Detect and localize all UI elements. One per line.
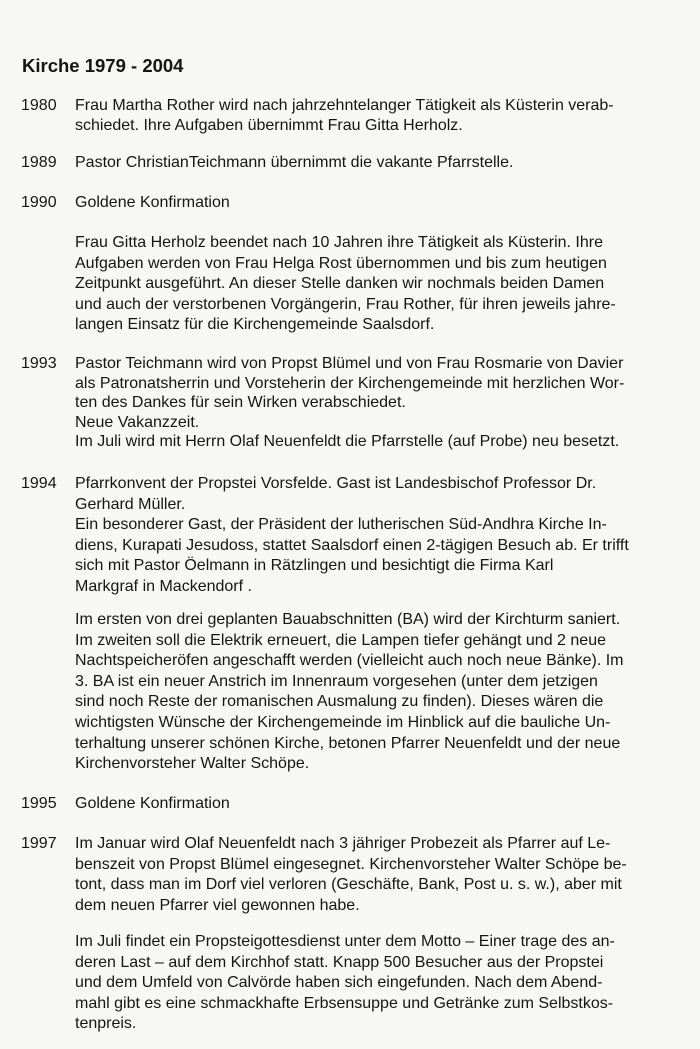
page-title: Kirche 1979 - 2004 [22,55,184,76]
text-line: als Patronatsherrin und Vorsteherin der Kirchengemeinde mit herzlichen Wor- [75,374,625,392]
entry-paragraph [75,354,695,452]
text-line: Zeitpunkt ausgeführt. An dieser Stelle danken wir nochmals beiden Damen [75,275,605,292]
text-line: langen Einsatz für die Kirchengemeinde Saalsdorf. [75,316,435,333]
text-line: Im zweiten soll die Elektrik erneuert, die Lampen tiefer gehängt und 2 neue [75,631,606,649]
text-line: wichtigsten Wünsche der Kirchengemeinde im Hinblick auf die bauliche Un- [75,713,611,731]
text-line: schiedet. Ihre Aufgaben übernimmt Frau Gitta Herholz. [75,117,463,134]
text-line: diens, Kurapati Jesudoss, stattet Saalsdorf einen 2-tägigen Besuch ab. Er trifft [75,536,629,554]
entry-paragraph [75,153,695,173]
entry-year: 1994 [21,475,57,492]
text-line: mahl gibt es eine schmackhafte Erbsensuppe und Getränke zum Selbstkos- [75,994,614,1012]
entry-paragraph [75,610,695,775]
text-line: benszeit von Propst Blümel eingesegnet. Kirchenvorsteher Walter Schöpe be- [75,855,627,873]
text-line: Nachtspeicheröfen angeschafft werden (vielleicht auch noch neue Bänke). Im [75,652,624,670]
text-line: deren Last – auf dem Kirchhof statt. Knapp 500 Besucher aus der Propstei [75,953,604,971]
text-line: und dem Umfeld von Calvörde haben sich eingefunden. Nach dem Abend- [75,974,603,991]
text-line: und auch der verstorbenen Vorgängerin, Frau Rother, für ihren jeweils jahre- [75,295,616,313]
entry-paragraph [75,932,695,1035]
text-line: Goldene Konfirmation [75,194,230,211]
entry-year: 1997 [21,835,57,852]
text-line: 3. BA ist ein neuer Anstrich im Innenraum vorgesehen (unter dem jetzigen [75,672,598,690]
text-line: Frau Martha Rother wird nach jahrzehntelanger Tätigkeit als Küsterin verab- [75,97,614,114]
entry-year: 1993 [21,355,57,372]
text-line: tenpreis. [75,1015,137,1032]
entry-paragraph [75,474,695,597]
entry-paragraph [75,193,695,213]
entry-paragraph [75,96,695,136]
text-line: Pastor ChristianTeichmann übernimmt die vakante Pfarrstelle. [75,154,514,171]
text-line: Frau Gitta Herholz beendet nach 10 Jahren ihre Tätigkeit als Küsterin. Ihre [75,234,603,251]
text-line: Kirchenvorsteher Walter Schöpe. [75,755,310,773]
text-line: dem neuen Pfarrer viel gewonnen habe. [75,896,360,914]
text-line: Im Juli wird mit Herrn Olaf Neuenfeldt die Pfarrstelle (auf Probe) neu besetzt. [75,433,620,450]
text-line: Neue Vakanzzeit. [75,413,200,431]
text-line: Aufgaben werden von Frau Helga Rost übernommen und bis zum heutigen [75,254,607,272]
text-line: sich mit Pastor Öelmann in Rätzlingen und besichtigt die Firma Karl [75,557,554,574]
text-line: Markgraf in Mackendorf . [75,577,252,595]
entry-year: 1989 [21,154,57,171]
entry-year: 1995 [21,795,57,812]
text-line: tont, dass man im Dorf viel verloren (Geschäfte, Bank, Post u. s. w.), aber mit [75,876,622,893]
text-line: Gerhard Müller. [75,495,186,513]
entry-paragraph [75,834,695,916]
entry-year: 1980 [21,97,57,114]
text-line: Ein besonderer Gast, der Präsident der lutherischen Süd-Andhra Kirche In- [75,516,607,533]
entry-paragraph [75,794,695,814]
text-line: Pastor Teichmann wird von Propst Blümel und von Frau Rosmarie von Davier [75,355,624,372]
text-line: sind noch Reste der romanischen Ausmalung zu finden). Dieses wären die [75,693,604,711]
text-line: Goldene Konfirmation [75,795,230,812]
text-line: Im Januar wird Olaf Neuenfeldt nach 3 jähriger Probezeit als Pfarrer auf Le- [75,835,611,852]
text-line: ten des Dankes für sein Wirken verabschiedet. [75,394,406,411]
entry-year: 1990 [21,194,57,211]
text-line: Im Juli findet ein Propsteigottesdienst unter dem Motto – Einer trage des an- [75,933,615,950]
entry-paragraph [75,233,695,336]
text-line: Pfarrkonvent der Propstei Vorsfelde. Gast ist Landesbischof Professor Dr. [75,475,597,492]
text-line: Im ersten von drei geplanten Bauabschnitten (BA) wird der Kirchturm saniert. [75,611,621,628]
text-line: terhaltung unserer schönen Kirche, betonen Pfarrer Neuenfeldt und der neue [75,734,621,752]
